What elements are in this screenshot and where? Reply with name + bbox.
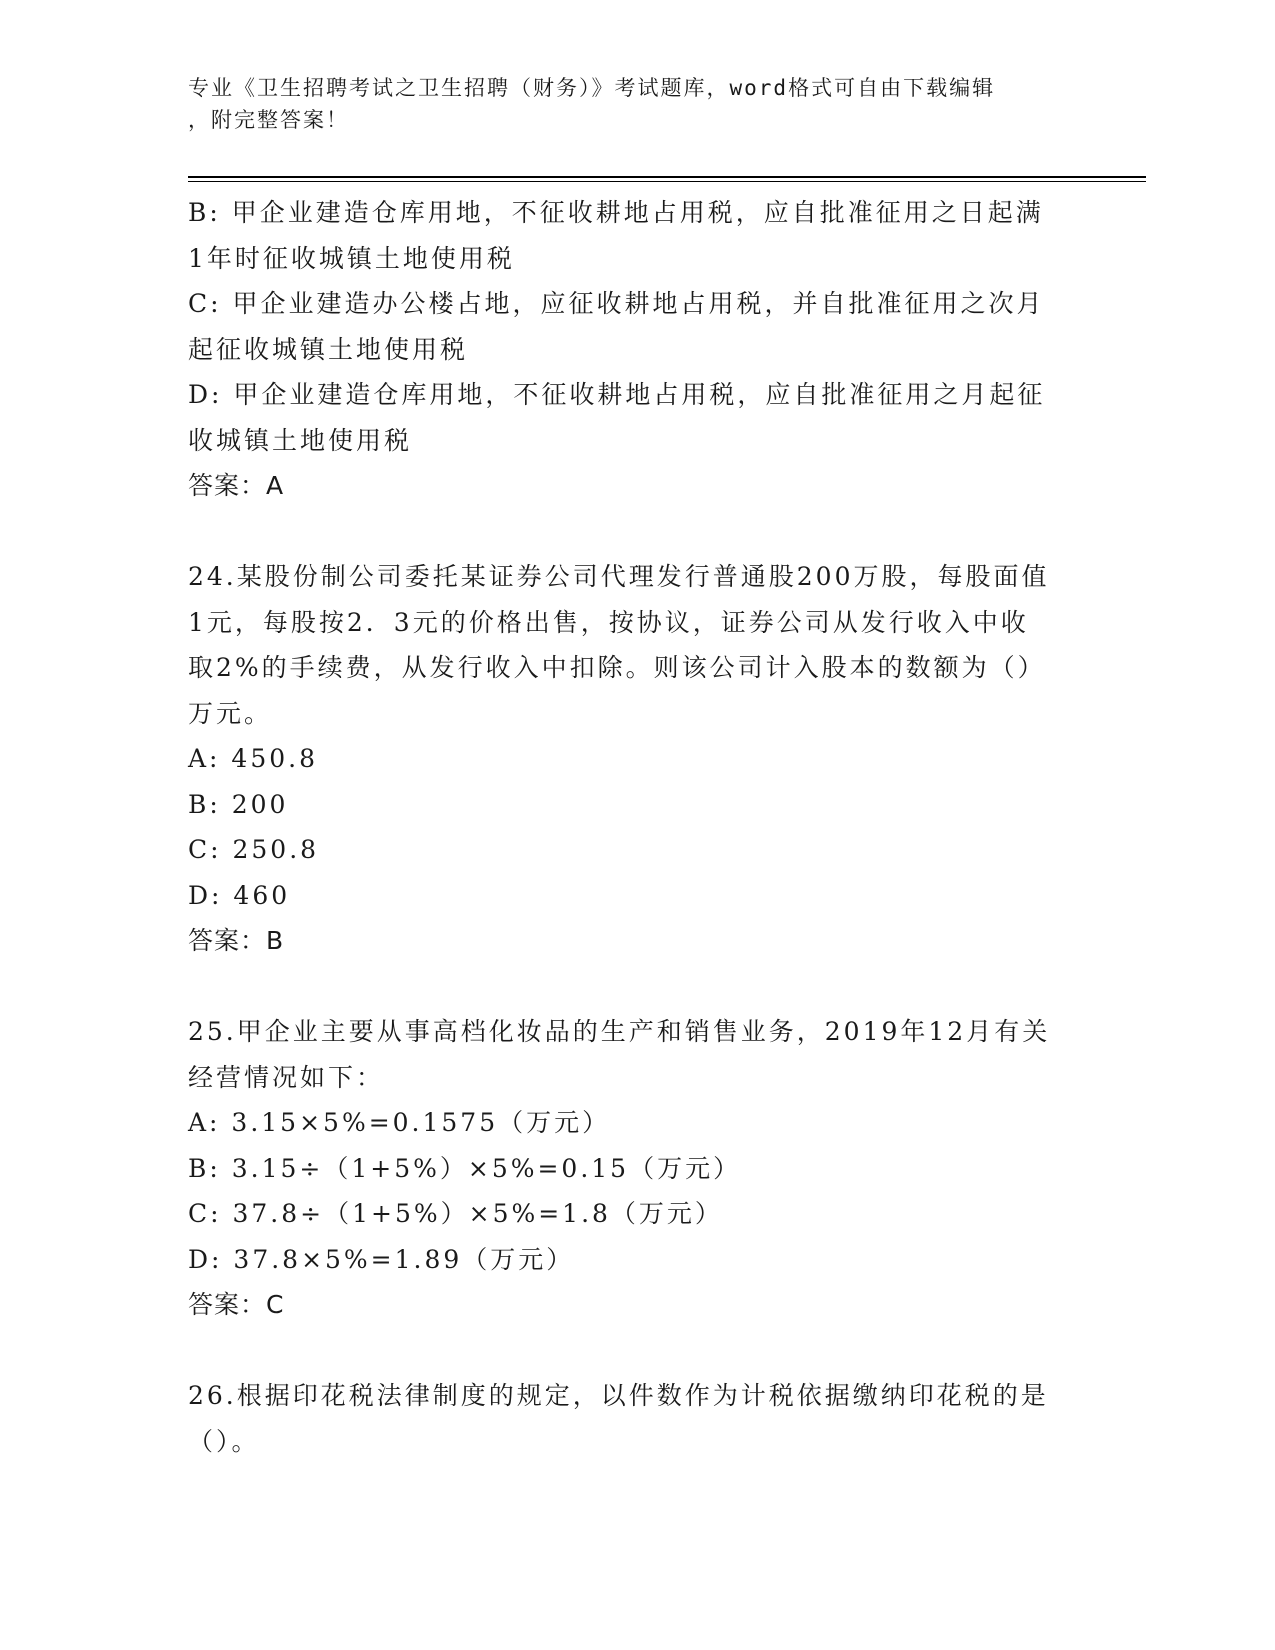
header-line-2: ，附完整答案！ — [188, 108, 349, 132]
question-26 — [188, 1373, 1068, 1464]
q23-option-b-line2: 1年时征收城镇土地使用税 — [188, 243, 515, 273]
q24-stem-line4: 万元。 — [188, 698, 273, 728]
spacer — [188, 509, 1068, 555]
q25-stem-line2: 经营情况如下： — [188, 1062, 385, 1092]
q24-answer: 答案：B — [188, 926, 285, 955]
header-divider-thick — [188, 176, 1146, 178]
q24-option-c: C: 250.8 — [188, 835, 320, 864]
document-body — [188, 190, 1068, 1464]
q26-stem-line2: （）。 — [188, 1426, 260, 1456]
q24-option-a: A: 450.8 — [188, 744, 318, 773]
q25-option-b: B: 3.15÷（1+5%）×5%=0.15（万元） — [188, 1153, 742, 1183]
question-25 — [188, 1009, 1068, 1328]
question-24 — [188, 554, 1068, 964]
question-23-tail — [188, 190, 1068, 509]
q24-stem-line2: 1元，每股按2．3元的价格出售，按协议，证券公司从发行收入中收 — [188, 607, 1029, 637]
q25-option-c: C: 37.8÷（1+5%）×5%=1.8（万元） — [188, 1199, 723, 1228]
q24-stem-line1: 24.某股份制公司委托某证券公司代理发行普通股200万股，每股面值 — [188, 562, 1050, 591]
q25-option-d: D: 37.8×5%=1.89（万元） — [188, 1244, 575, 1274]
q24-stem-line3: 取2%的手续费，从发行收入中扣除。则该公司计入股本的数额为（） — [188, 653, 1046, 682]
q26-stem-line1: 26.根据印花税法律制度的规定，以件数作为计税依据缴纳印花税的是 — [188, 1381, 1049, 1410]
q24-option-d: D: 460 — [188, 880, 291, 910]
q25-stem-line1: 25.甲企业主要从事高档化妆品的生产和销售业务，2019年12月有关 — [188, 1017, 1051, 1046]
q23-option-c-line1: C: 甲企业建造办公楼占地，应征收耕地占用税，并自批准征用之次月 — [188, 289, 1045, 318]
q23-option-b-line1: B: 甲企业建造仓库用地，不征收耕地占用税，应自批准征用之日起满 — [188, 198, 1044, 227]
q24-option-b: B: 200 — [188, 789, 289, 819]
q23-answer: 答案：A — [188, 471, 285, 500]
spacer — [188, 964, 1068, 1010]
q23-option-d-line2: 收城镇土地使用税 — [188, 425, 413, 455]
q25-answer: 答案：C — [188, 1290, 285, 1319]
q23-option-c-line2: 起征收城镇土地使用税 — [188, 334, 469, 364]
q25-option-a: A: 3.15×5%=0.1575（万元） — [188, 1108, 611, 1137]
header-line-1: 专业《卫生招聘考试之卫生招聘（财务）》考试题库，word格式可自由下载编辑 — [188, 76, 996, 100]
header-divider-thin — [188, 181, 1146, 182]
q23-option-d-line1: D: 甲企业建造仓库用地，不征收耕地占用税，应自批准征用之月起征 — [188, 380, 1046, 409]
document-header — [188, 72, 1068, 136]
spacer — [188, 1328, 1068, 1374]
